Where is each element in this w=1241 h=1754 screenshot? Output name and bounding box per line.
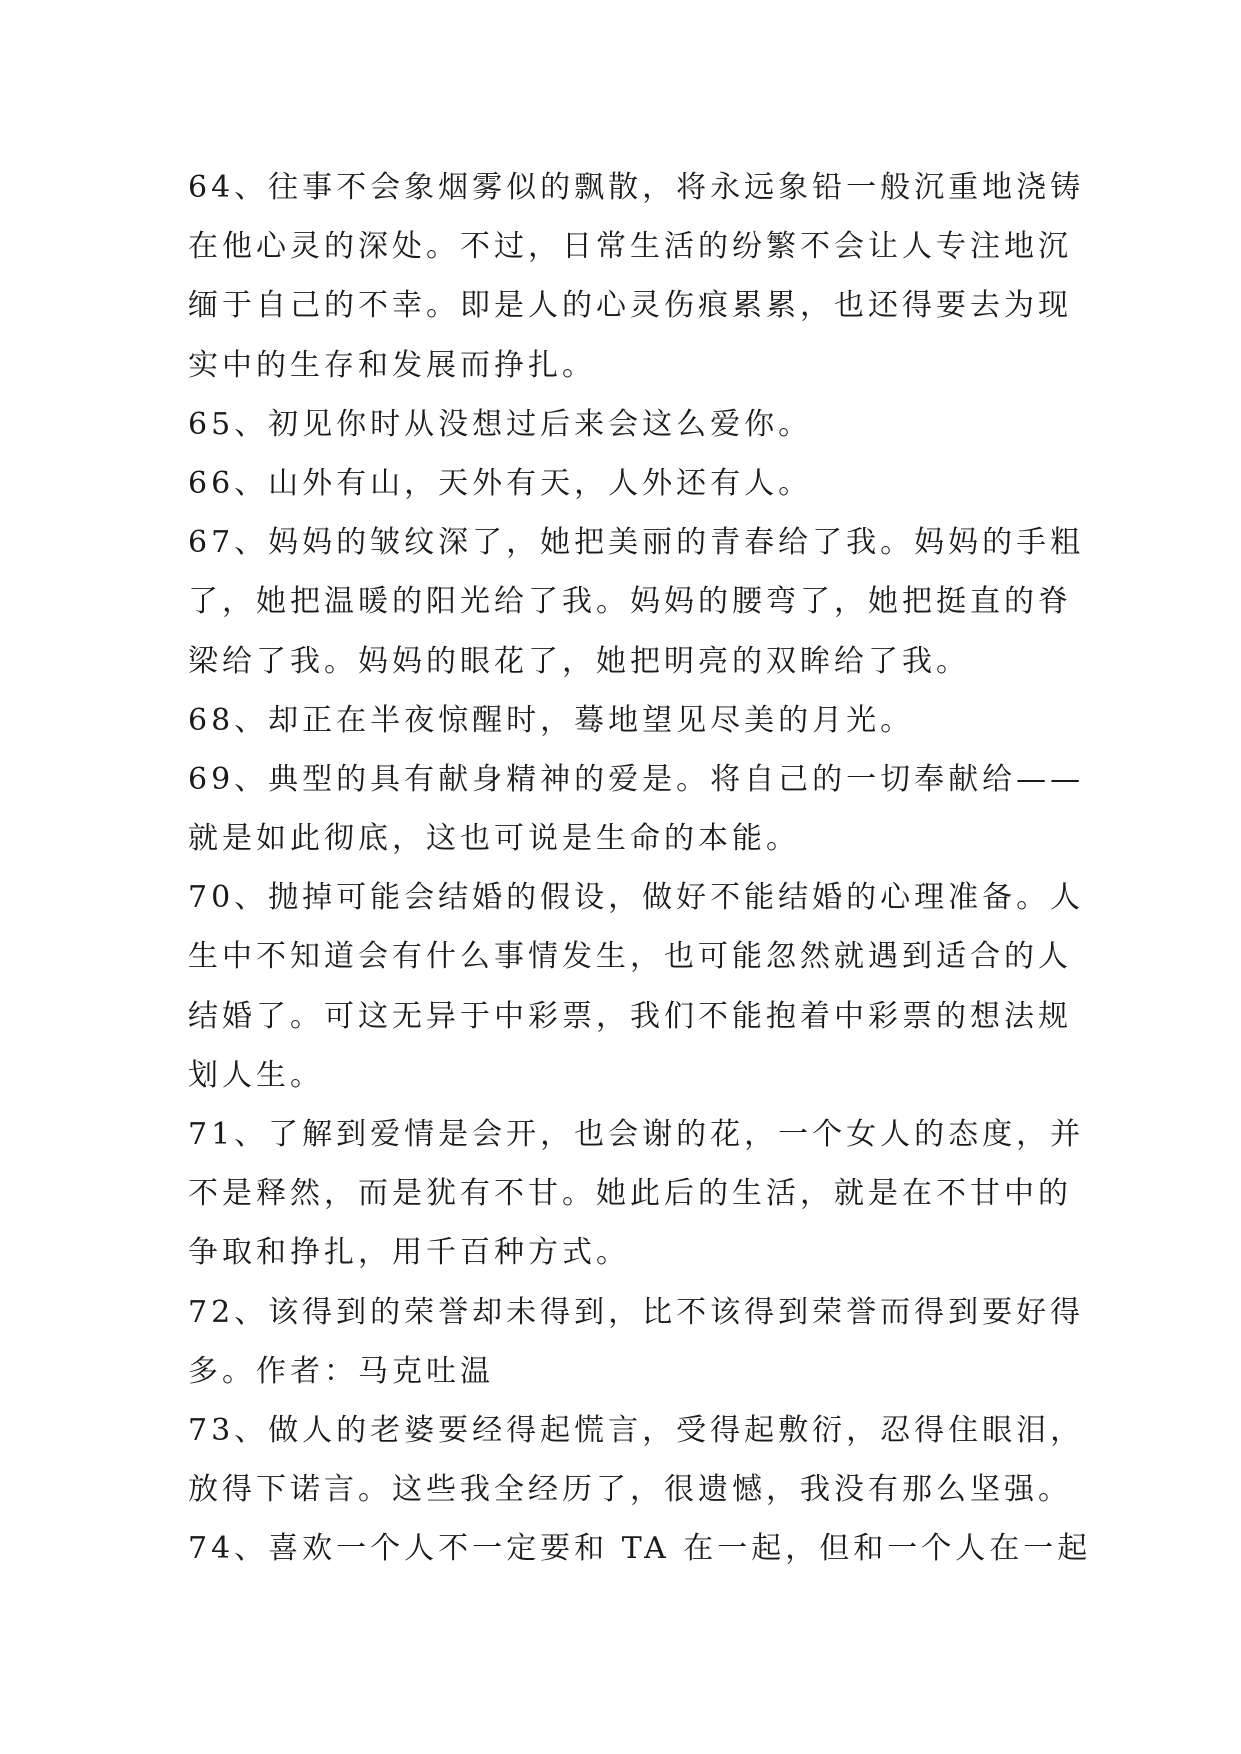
text-line: 74、喜欢一个人不一定要和 TA 在一起，但和一个人在一起 (188, 1531, 1092, 1567)
text-line: 67、妈妈的皱纹深了，她把美丽的青春给了我。妈妈的手粗 (188, 525, 1085, 561)
text-line: 65、初见你时从没想过后来会这么爱你。 (188, 406, 813, 442)
text-line: 缅于自己的不幸。即是人的心灵伤痕累累，也还得要去为现 (188, 288, 1072, 324)
text-line: 生中不知道会有什么事情发生，也可能忽然就遇到适合的人 (188, 939, 1072, 975)
entry-72 (188, 1283, 1085, 1401)
entry-73 (188, 1401, 1085, 1519)
entry-70 (188, 868, 1085, 1105)
text-line: 梁给了我。妈妈的眼花了，她把明亮的双眸给了我。 (188, 643, 970, 679)
text-line: 73、做人的老婆要经得起慌言，受得起敷衍，忍得住眼泪， (188, 1412, 1085, 1448)
text-line: 放得下诺言。这些我全经历了，很遗憾，我没有那么坚强。 (188, 1472, 1072, 1508)
entry-74 (188, 1519, 1092, 1578)
text-line: 结婚了。可这无异于中彩票，我们不能抱着中彩票的想法规 (188, 998, 1072, 1034)
text-line: 72、该得到的荣誉却未得到，比不该得到荣誉而得到要好得 (188, 1294, 1085, 1330)
text-line: 71、了解到爱情是会开，也会谢的花，一个女人的态度，并 (188, 1117, 1085, 1152)
entry-66 (188, 454, 1068, 513)
text-line: 了，她把温暖的阳光给了我。妈妈的腰弯了，她把挺直的脊 (188, 584, 1072, 620)
text-line: 66、山外有山，天外有天，人外还有人。 (188, 465, 813, 501)
entry-68 (188, 691, 1068, 750)
entry-71 (188, 1105, 1085, 1283)
text-line: 64、往事不会象烟雾似的飘散，将永远象铅一般沉重地浇铸 (188, 170, 1085, 205)
text-line: 69、典型的具有献身精神的爱是。将自己的一切奉献给—— (188, 761, 1085, 797)
text-line: 划人生。 (188, 1057, 324, 1093)
text-line: 在他心灵的深处。不过，日常生活的纷繁不会让人专注地沉 (188, 229, 1072, 265)
entry-65 (188, 395, 1068, 454)
text-line: 就是如此彻底，这也可说是生命的本能。 (188, 821, 800, 857)
text-line: 不是释然，而是犹有不甘。她此后的生活，就是在不甘中的 (188, 1176, 1072, 1212)
document-body (188, 158, 1092, 1579)
text-line: 68、却正在半夜惊醒时，蓦地望见尽美的月光。 (188, 702, 915, 738)
entry-67 (188, 513, 1085, 691)
text-line: 争取和挣扎，用千百种方式。 (188, 1235, 630, 1271)
text-line: 70、抛掉可能会结婚的假设，做好不能结婚的心理准备。人 (188, 880, 1085, 916)
text-line: 实中的生存和发展而挣扎。 (188, 347, 596, 383)
entry-64 (188, 158, 1085, 395)
entry-69 (188, 750, 1085, 868)
text-line: 多。作者：马克吐温 (188, 1353, 494, 1389)
